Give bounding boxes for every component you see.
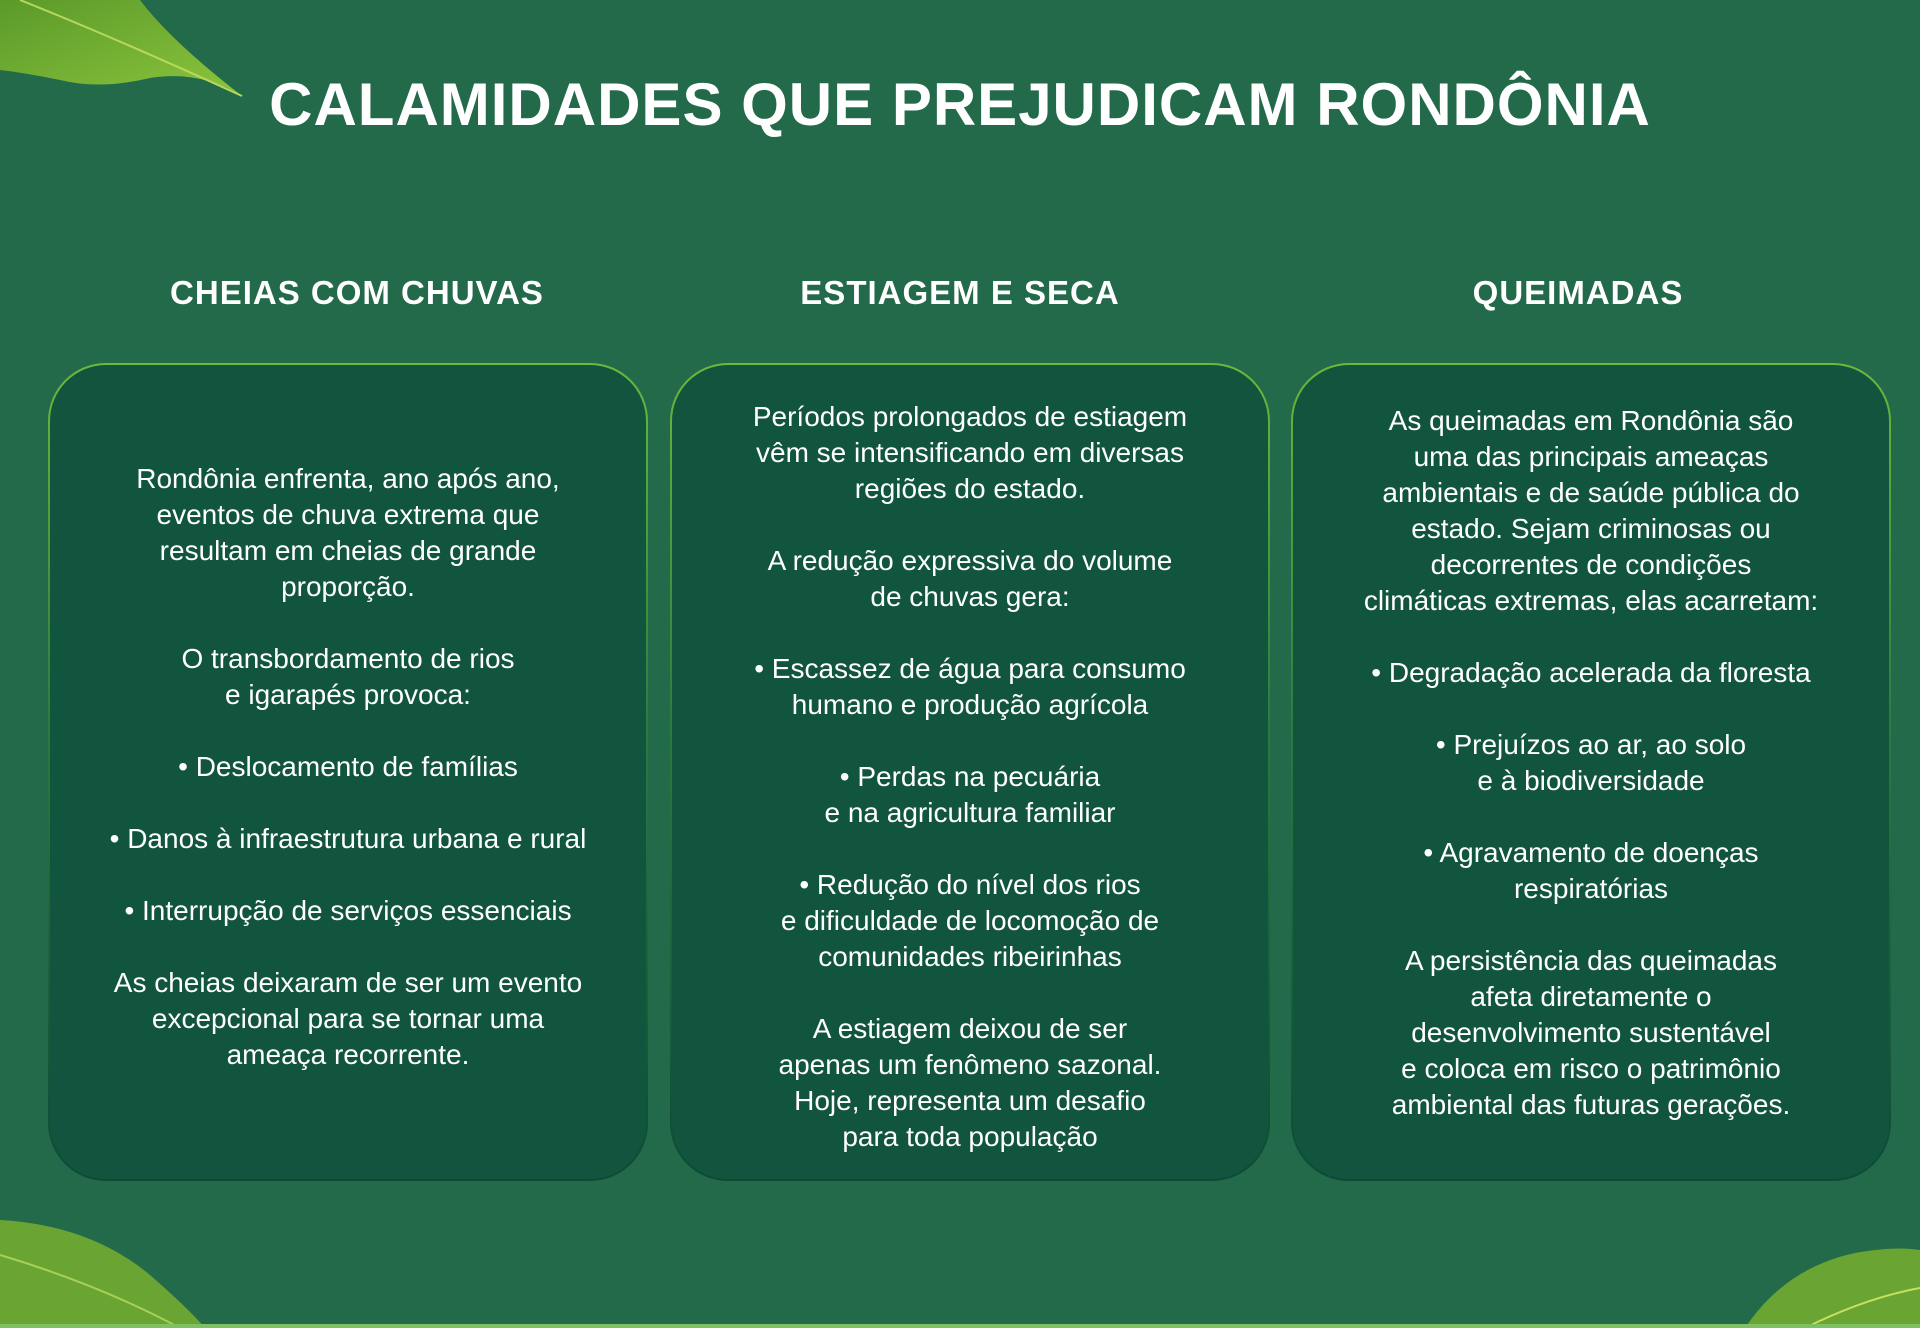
card-queimadas: [1291, 363, 1891, 1181]
heading-queimadas: QUEIMADAS: [1472, 274, 1684, 311]
page-title: CALAMIDADES QUE PREJUDICAM RONDÔNIA: [269, 71, 1651, 138]
card-paragraph: A persistência das queimadas afeta diretamente o desenvolvimento sustentável e coloca em risco o patrimônio ambiental das futuras gerações.: [1391, 945, 1791, 1120]
heading-estiagem: ESTIAGEM E SECA: [800, 274, 1120, 311]
bullet-item: • Redução do nível dos rios e dificuldade de locomoção de comunidades ribeirinhas: [780, 869, 1160, 972]
card-paragraph: Períodos prolongados de estiagem vêm se intensificando em diversas regiões do estado.: [752, 401, 1188, 504]
bullet-item: • Danos à infraestrutura urbana e rural: [109, 823, 587, 854]
card-estiagem: [670, 363, 1270, 1181]
card-paragraph: As queimadas em Rondônia são uma das principais ameaças ambientais e de saúde pública do estado. Sejam criminosas ou decorrentes de condições climáticas extremas, elas acarretam:: [1363, 405, 1819, 616]
card-paragraph: As cheias deixaram de ser um evento excepcional para se tornar uma ameaça recorrente.: [113, 967, 583, 1070]
card-paragraph: A redução expressiva do volume de chuvas gera:: [767, 545, 1173, 612]
bullet-item: • Deslocamento de famílias: [178, 751, 518, 782]
bullet-item: • Agravamento de doenças respiratórias: [1423, 837, 1759, 904]
card-paragraph: Rondônia enfrenta, ano após ano, eventos de chuva extrema que resultam em cheias de grande proporção.: [136, 463, 560, 602]
bullet-item: • Prejuízos ao ar, ao solo e à biodiversidade: [1435, 729, 1747, 796]
leaf-decoration-bottom-right: [1745, 1248, 1920, 1328]
bullet-item: • Degradação acelerada da floresta: [1371, 657, 1811, 688]
bullet-item: • Perdas na pecuária e na agricultura familiar: [824, 761, 1116, 828]
bullet-item: • Escassez de água para consumo humano e produção agrícola: [754, 653, 1186, 720]
card-paragraph: A estiagem deixou de ser apenas um fenômeno sazonal. Hoje, representa um desafio para toda população: [778, 1013, 1162, 1152]
leaf-decoration-bottom-left: [0, 1215, 210, 1328]
card-paragraph: O transbordamento de rios e igarapés provoca:: [181, 643, 515, 710]
heading-cheias: CHEIAS COM CHUVAS: [170, 274, 544, 311]
bullet-item: • Interrupção de serviços essenciais: [124, 895, 572, 926]
bottom-stripe: [0, 1324, 1920, 1328]
card-cheias: [48, 363, 648, 1181]
